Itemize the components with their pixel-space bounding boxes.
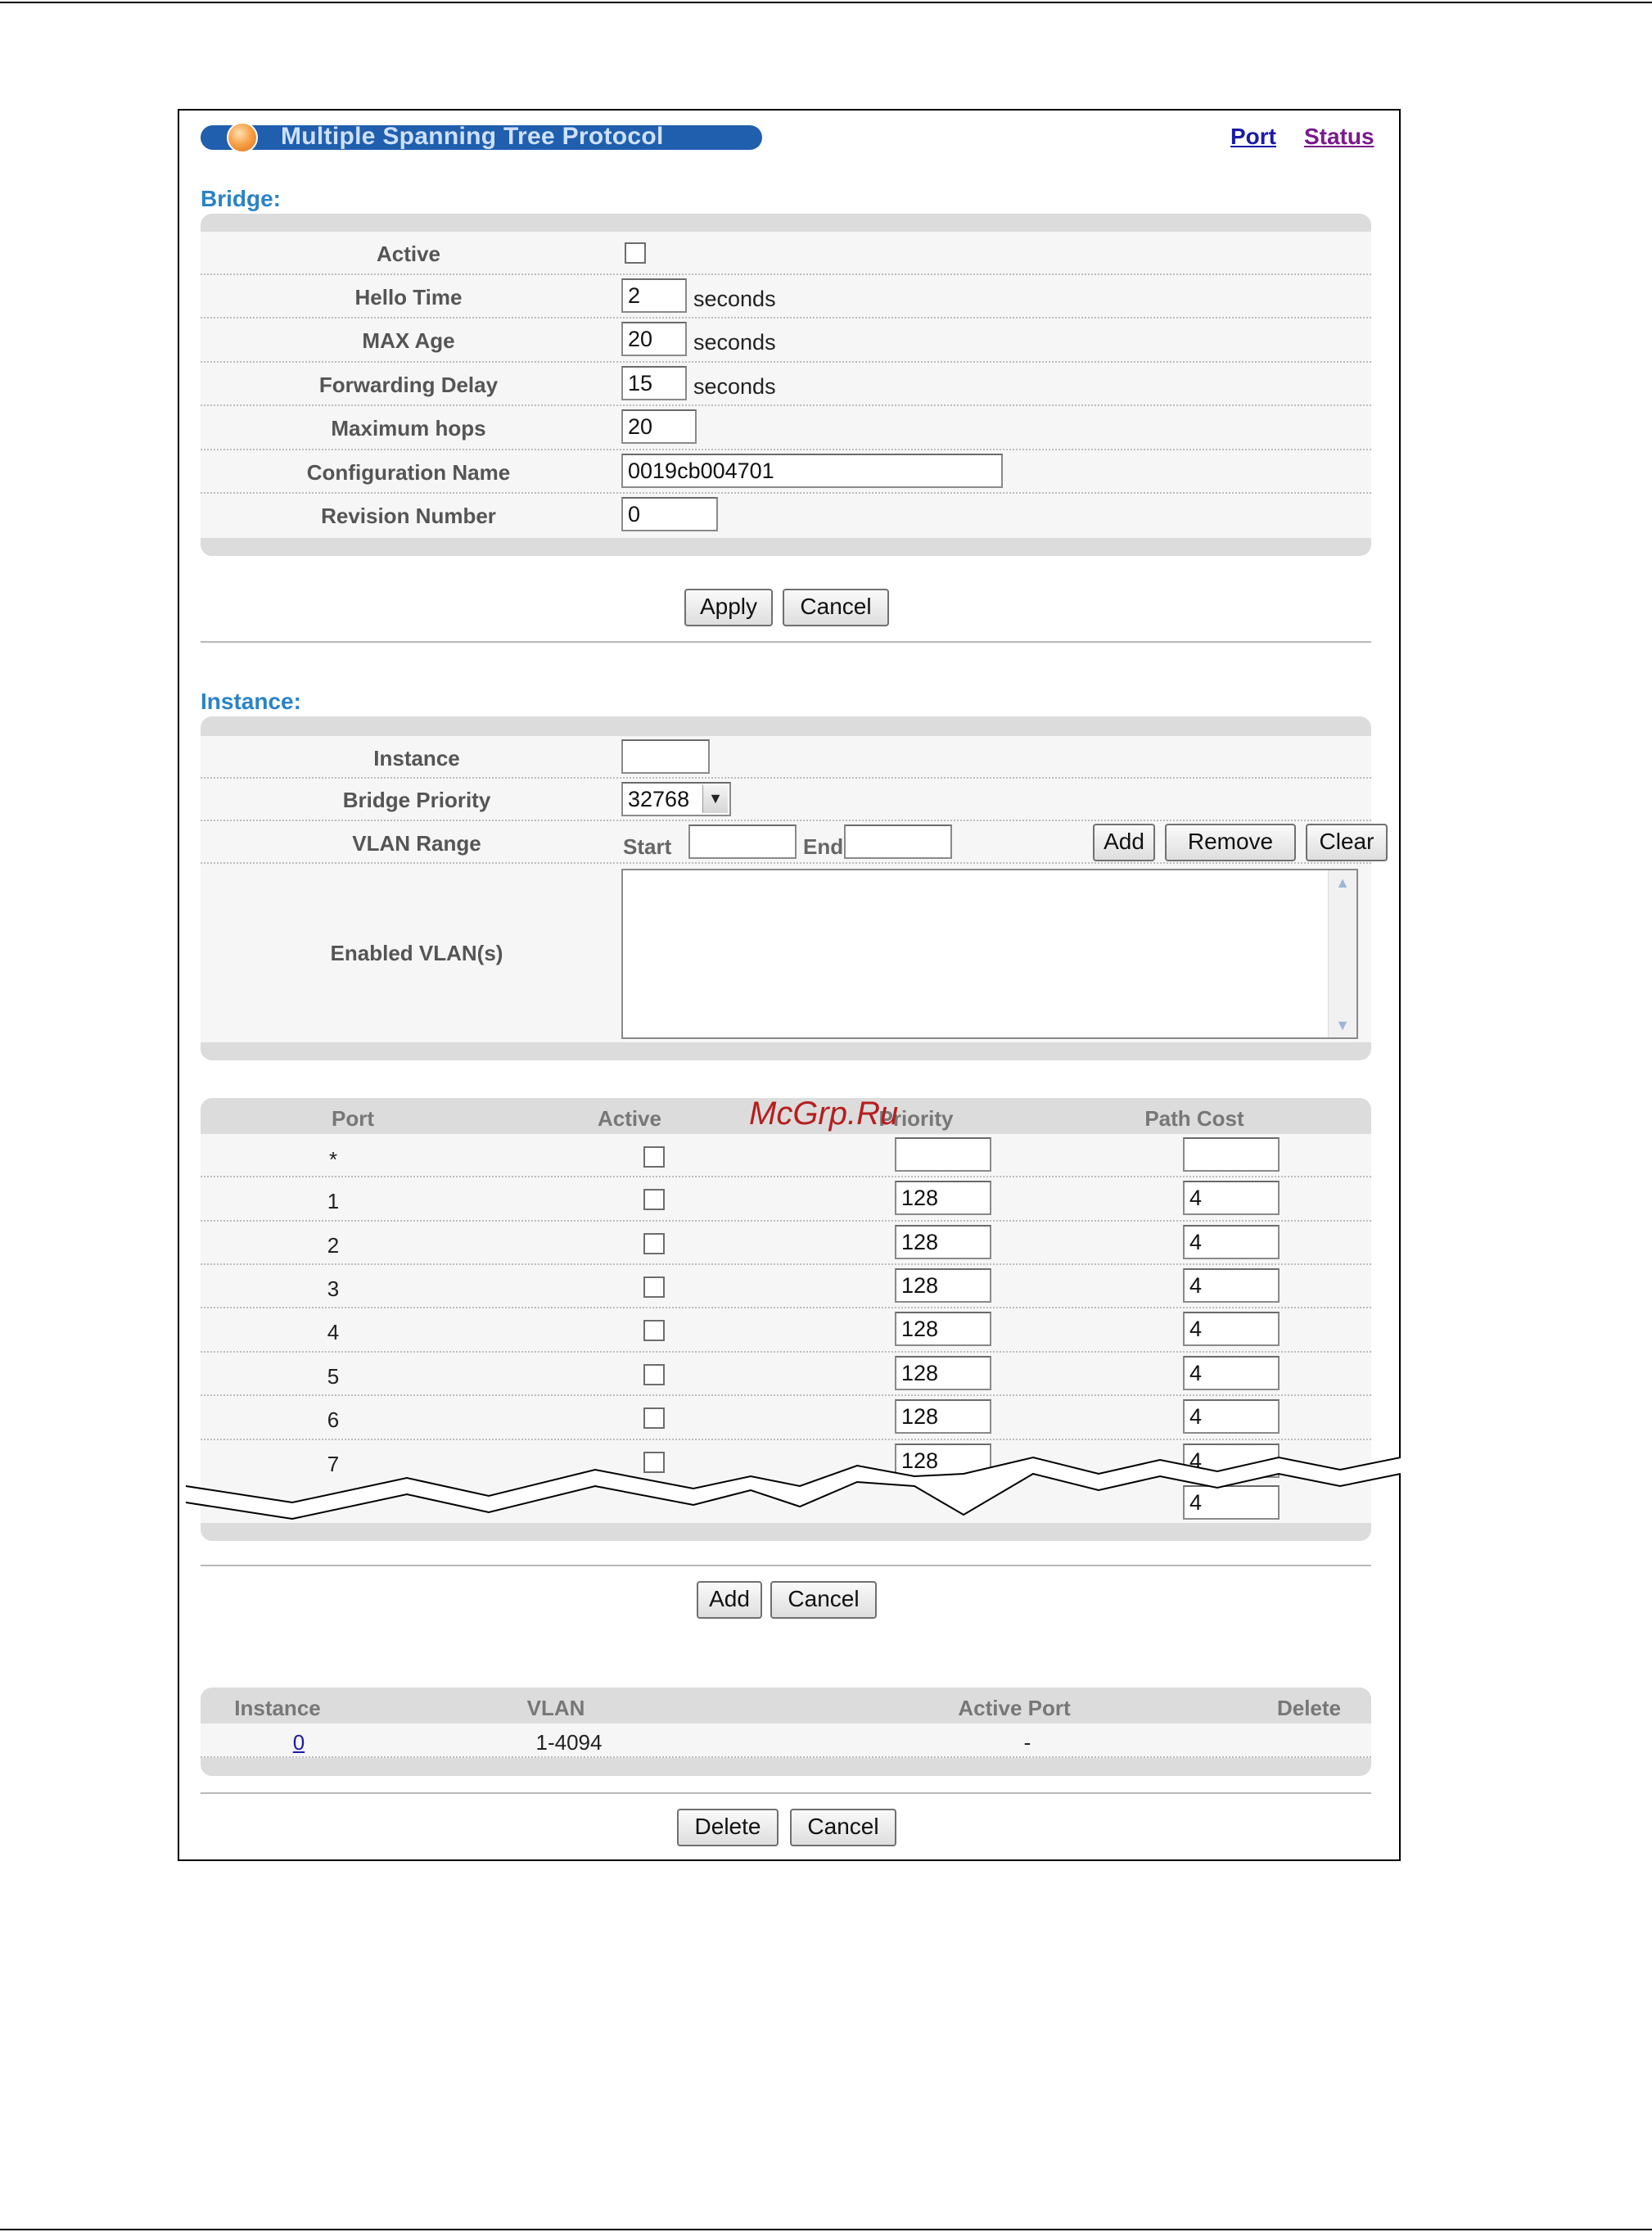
active-col-header: Active	[597, 1106, 662, 1131]
page-break-mark	[178, 1437, 1401, 1535]
bridge-priority-label: Bridge Priority	[342, 788, 491, 812]
forwarding-delay-input[interactable]: 15	[621, 366, 687, 400]
summary-cancel-button[interactable]: Cancel	[790, 1809, 896, 1846]
port-cell: 7	[327, 1452, 340, 1476]
port-path-cost-input-last[interactable]: 4	[1183, 1485, 1280, 1520]
summary-instance-link[interactable]: 0	[292, 1730, 305, 1755]
priority-col-header: Priority	[878, 1106, 954, 1131]
page-bottom-rule	[0, 2229, 1652, 2230]
scroll-up-icon[interactable]: ▲	[1335, 874, 1350, 891]
port-path-cost-input[interactable]: 4	[1183, 1356, 1280, 1390]
port-cell: 3	[327, 1276, 340, 1301]
page-title: Multiple Spanning Tree Protocol	[281, 123, 664, 150]
instance-row-bridge-priority	[201, 779, 1371, 821]
summary-vlan-cell: 1-4094	[535, 1730, 603, 1755]
forwarding-delay-unit: seconds	[693, 374, 776, 399]
bridge-row-hello-time	[201, 275, 1371, 319]
port-cell: 6	[327, 1407, 340, 1432]
configuration-name-label: Configuration Name	[306, 460, 511, 485]
port-active-checkbox[interactable]	[643, 1233, 665, 1254]
status-link[interactable]: Status	[1304, 124, 1374, 149]
revision-number-input[interactable]: 0	[621, 497, 718, 531]
revision-number-label: Revision Number	[321, 504, 496, 528]
bridge-table-top	[201, 214, 1371, 232]
instance-section-title: Instance:	[201, 689, 301, 714]
port-row-4	[201, 1308, 1371, 1353]
instance-input[interactable]	[621, 739, 710, 774]
bridge-row-configuration-name	[201, 450, 1371, 494]
port-priority-input[interactable]: 128	[895, 1399, 991, 1434]
hello-time-label: Hello Time	[354, 285, 463, 309]
summary-separator	[201, 1792, 1371, 1794]
port-priority-input[interactable]: 128	[895, 1225, 991, 1259]
port-priority-input[interactable]: 128	[895, 1268, 991, 1303]
maximum-hops-label: Maximum hops	[331, 416, 486, 441]
hello-time-unit: seconds	[693, 287, 776, 311]
port-cell: *	[328, 1147, 338, 1172]
summary-active-port-cell: -	[1023, 1730, 1031, 1755]
configuration-name-input[interactable]: 0019cb004701	[621, 454, 1003, 488]
vlan-end-input[interactable]	[844, 825, 952, 859]
vlan-remove-button[interactable]: Remove	[1165, 824, 1296, 861]
summary-table-bottom	[201, 1758, 1371, 1776]
port-path-cost-input[interactable]: 4	[1183, 1399, 1280, 1434]
vlan-start-label: Start	[623, 834, 672, 859]
summary-table-header	[201, 1688, 1371, 1724]
summary-delete-header: Delete	[1276, 1696, 1342, 1720]
port-row-5	[201, 1353, 1371, 1396]
port-priority-input[interactable]: 128	[895, 1181, 991, 1215]
port-active-checkbox[interactable]	[643, 1146, 665, 1168]
instance-table-top	[201, 716, 1371, 736]
path-cost-col-header: Path Cost	[1144, 1106, 1244, 1131]
vlan-add-button[interactable]: Add	[1093, 824, 1155, 861]
orb-icon	[227, 122, 258, 153]
instance-row-enabled-vlans	[201, 864, 1371, 1042]
scroll-down-icon[interactable]: ▼	[1335, 1017, 1350, 1033]
vlan-start-input[interactable]	[688, 825, 797, 859]
bridge-priority-select[interactable]	[621, 782, 731, 816]
chevron-down-icon[interactable]: ▼	[702, 785, 728, 813]
port-cell: 1	[327, 1189, 340, 1213]
port-col-header: Port	[332, 1106, 374, 1131]
bridge-row-forwarding-delay	[201, 363, 1371, 406]
bridge-apply-button[interactable]: Apply	[684, 589, 773, 626]
port-priority-input[interactable]: 128	[895, 1444, 991, 1478]
port-add-button[interactable]: Add	[697, 1581, 762, 1619]
port-path-cost-input[interactable]	[1183, 1137, 1280, 1172]
bridge-table-bottom	[201, 538, 1371, 556]
port-row-6	[201, 1396, 1371, 1440]
port-path-cost-input[interactable]: 4	[1183, 1444, 1280, 1478]
port-row-all	[201, 1134, 1371, 1177]
bridge-active-checkbox[interactable]	[625, 242, 646, 264]
port-priority-input[interactable]: 128	[895, 1356, 991, 1390]
bridge-cancel-button[interactable]: Cancel	[783, 589, 889, 626]
port-priority-input[interactable]	[895, 1137, 991, 1172]
port-row-2	[201, 1222, 1371, 1265]
port-active-checkbox[interactable]	[643, 1276, 665, 1298]
bridge-row-active	[201, 232, 1371, 275]
instance-label: Instance	[373, 746, 460, 770]
port-path-cost-input[interactable]: 4	[1183, 1268, 1280, 1303]
port-cell: 2	[327, 1233, 340, 1258]
port-cell: 4	[327, 1320, 340, 1344]
mstp-panel	[178, 109, 1401, 1861]
vlan-list-scrollbar[interactable]	[1328, 870, 1356, 1037]
forwarding-delay-label: Forwarding Delay	[318, 373, 499, 397]
enabled-vlans-label: Enabled VLAN(s)	[330, 941, 503, 965]
port-row-3	[201, 1265, 1371, 1308]
bridge-row-max-age	[201, 319, 1371, 363]
watermark-text: McGrp.Ru	[749, 1096, 899, 1132]
summary-delete-button[interactable]: Delete	[677, 1809, 779, 1846]
port-path-cost-input[interactable]: 4	[1183, 1181, 1280, 1215]
port-active-checkbox[interactable]	[643, 1320, 665, 1341]
enabled-vlans-list[interactable]	[621, 869, 1358, 1039]
vlan-clear-button[interactable]: Clear	[1306, 824, 1388, 861]
port-path-cost-input[interactable]: 4	[1183, 1225, 1280, 1259]
max-age-unit: seconds	[693, 330, 776, 355]
bridge-priority-value: 32768	[628, 787, 690, 811]
port-row-1	[201, 1177, 1371, 1222]
bridge-row-maximum-hops	[201, 406, 1371, 450]
instance-row-vlan-range	[201, 821, 1374, 864]
port-active-checkbox[interactable]	[643, 1364, 665, 1385]
port-active-checkbox[interactable]	[643, 1407, 665, 1429]
instance-row-instance	[201, 736, 1371, 779]
port-separator	[201, 1565, 1371, 1566]
bridge-row-revision-number	[201, 494, 1371, 538]
instance-table-bottom	[201, 1042, 1371, 1060]
summary-row	[201, 1724, 1371, 1758]
port-active-checkbox[interactable]	[643, 1189, 665, 1210]
active-label: Active	[376, 242, 441, 266]
summary-instance-header: Instance	[234, 1696, 321, 1720]
max-age-input[interactable]: 20	[621, 322, 687, 356]
vlan-range-label: VLAN Range	[352, 831, 481, 856]
max-age-label: MAX Age	[362, 328, 455, 353]
summary-active-port-header: Active Port	[958, 1696, 1071, 1720]
page-top-rule	[0, 2, 1652, 3]
hello-time-input[interactable]: 2	[621, 278, 687, 313]
summary-vlan-header: VLAN	[526, 1696, 585, 1720]
port-link[interactable]: Port	[1230, 124, 1276, 149]
port-path-cost-input[interactable]: 4	[1183, 1312, 1280, 1346]
port-cancel-button[interactable]: Cancel	[770, 1581, 877, 1619]
bridge-separator	[201, 641, 1371, 643]
vlan-end-label: End	[803, 834, 844, 859]
port-cell: 5	[327, 1364, 340, 1389]
bridge-section-title: Bridge:	[201, 186, 281, 211]
maximum-hops-input[interactable]: 20	[621, 409, 697, 444]
port-priority-input[interactable]: 128	[895, 1312, 991, 1346]
